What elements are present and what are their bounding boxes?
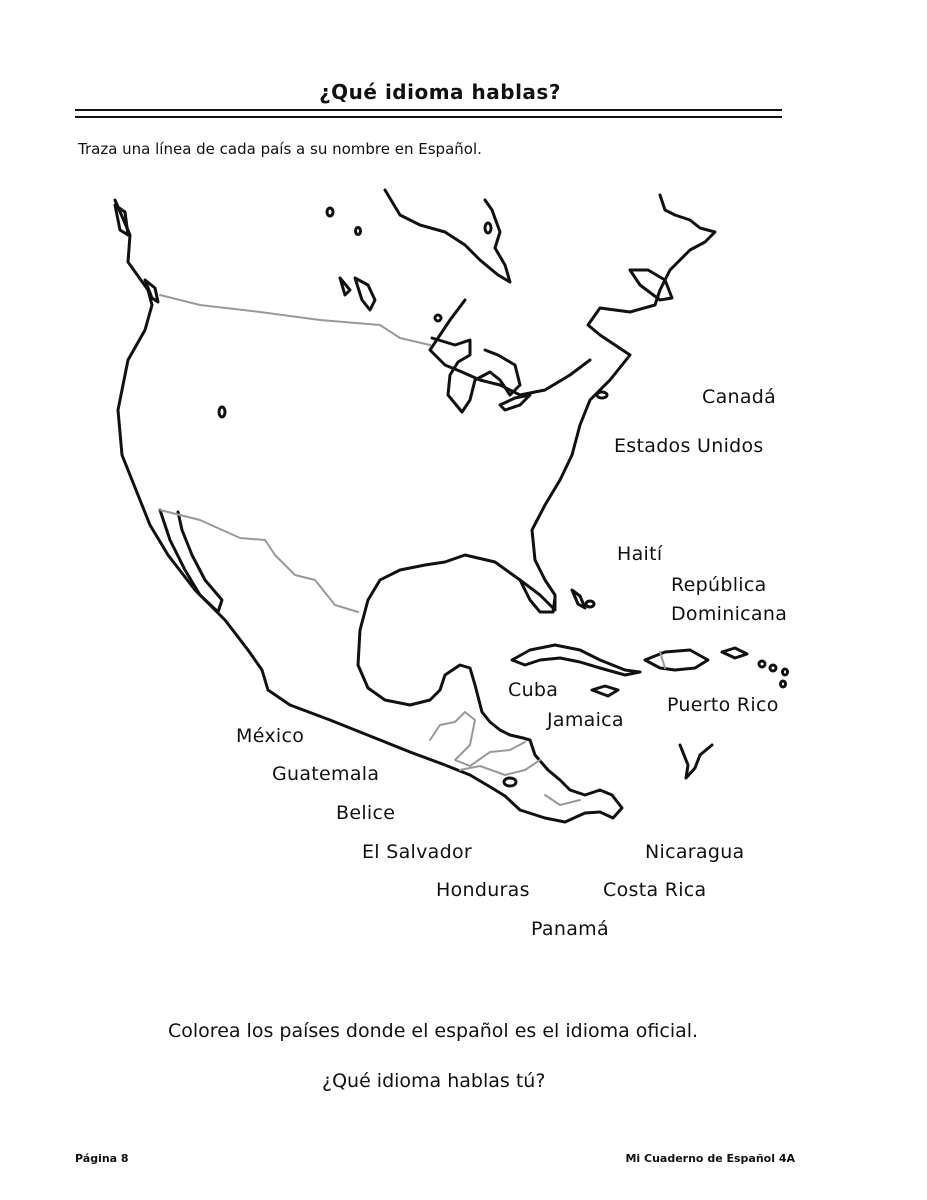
label-jamaica: Jamaica: [547, 709, 624, 731]
label-guatemala: Guatemala: [272, 763, 380, 785]
color-instruction: Colorea los países donde el español es el idioma oficial.: [168, 1020, 699, 1042]
label-costa-rica: Costa Rica: [603, 879, 707, 901]
jamaica-island: [592, 686, 618, 696]
instructions: Traza una línea de cada país a su nombre en Español.: [78, 140, 482, 158]
caribbean-coast-east: [680, 745, 712, 778]
border-central-america: [430, 712, 525, 766]
border-costa-rica-panama: [545, 795, 580, 805]
hudson-bay-coast: [430, 300, 590, 395]
hispaniola-island: [645, 650, 708, 670]
label-nicaragua: Nicaragua: [645, 841, 745, 863]
puerto-rico-island: [722, 648, 747, 658]
label-panama: Panamá: [531, 918, 609, 940]
footer-book-title: Mi Cuaderno de Español 4A: [625, 1152, 795, 1165]
label-puerto-rico: Puerto Rico: [667, 694, 779, 716]
arctic-island-2: [340, 278, 350, 295]
bahamas: [572, 590, 585, 608]
language-question: ¿Qué idioma hablas tú?: [322, 1070, 546, 1092]
newfoundland: [630, 270, 672, 300]
west-island: [115, 205, 128, 235]
label-canada: Canadá: [702, 386, 777, 408]
page-title: ¿Qué idioma hablas?: [319, 80, 561, 104]
label-belize: Belice: [336, 802, 396, 824]
border-us-canada: [160, 295, 430, 345]
label-cuba: Cuba: [508, 679, 559, 701]
footer-page-number: Página 8: [75, 1152, 129, 1165]
cuba-island: [512, 645, 640, 675]
border-us-mexico: [160, 510, 358, 612]
canada-north-coast: [385, 190, 510, 282]
label-honduras: Honduras: [436, 879, 530, 901]
label-mexico: México: [236, 725, 305, 747]
label-dominican-republic-2: Dominicana: [671, 603, 788, 625]
label-haiti: Haití: [617, 543, 663, 565]
border-honduras-nicaragua: [460, 760, 540, 775]
lake-ontario: [500, 395, 530, 410]
label-usa: Estados Unidos: [614, 435, 764, 457]
label-dominican-republic-1: República: [671, 574, 767, 596]
label-el-salvador: El Salvador: [362, 841, 472, 863]
arctic-island-1: [355, 278, 375, 310]
continent-outline: [115, 195, 715, 822]
